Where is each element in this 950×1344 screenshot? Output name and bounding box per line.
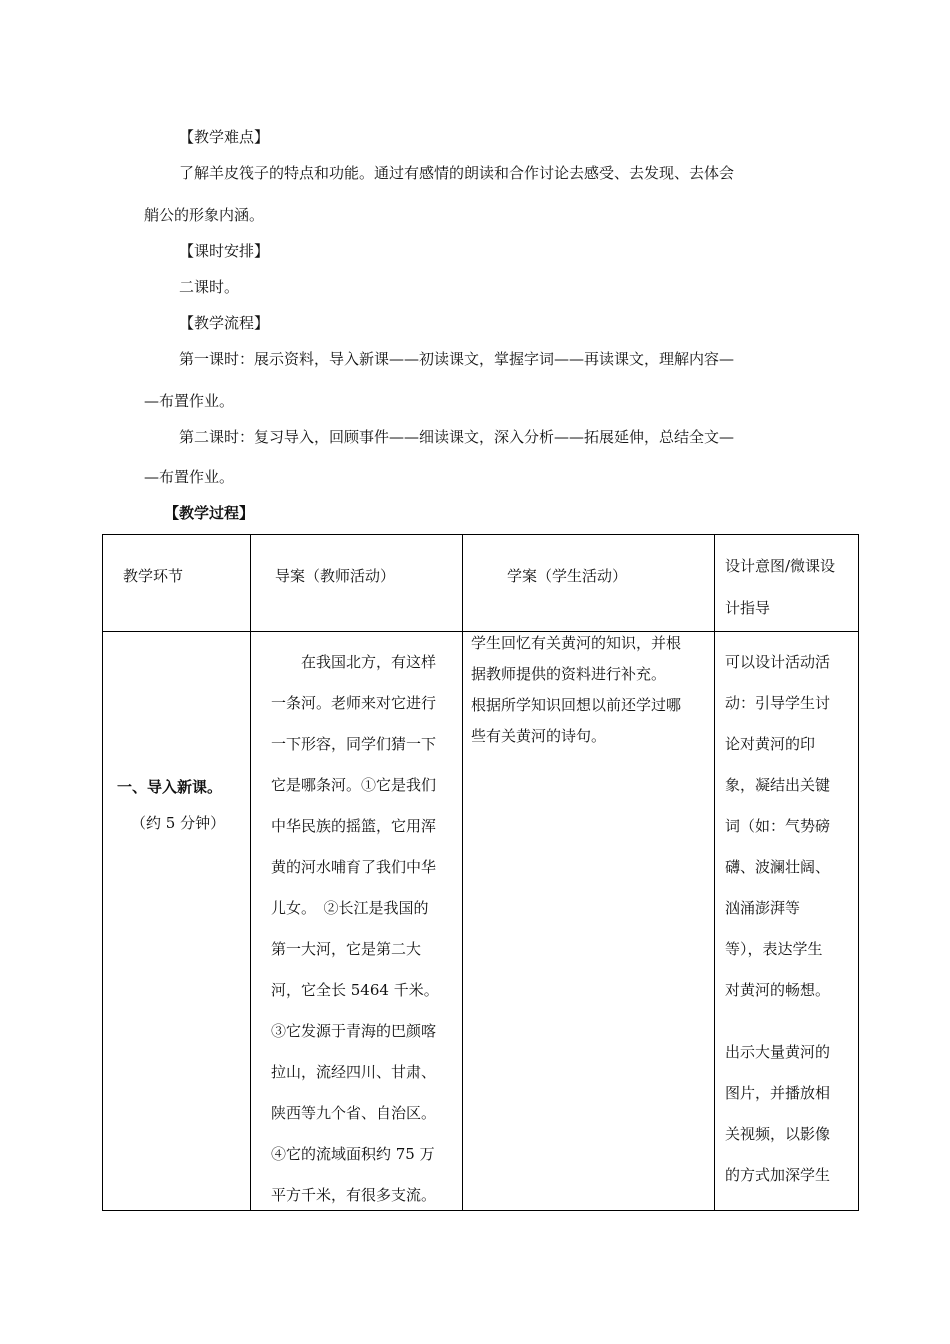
design-line: 图片，并播放相 <box>725 1084 831 1102</box>
schedule-heading: 【课时安排】 <box>179 242 270 260</box>
teacher-line: 第一大河，它是第二大 <box>271 940 422 958</box>
design-line: 论对黄河的印 <box>725 735 816 753</box>
header-student-cell <box>463 535 715 632</box>
design-line: 象，凝结出关键 <box>725 776 831 794</box>
teacher-line: 中华民族的摇篮，它用浑 <box>271 817 437 835</box>
stage-cell <box>103 632 251 1211</box>
teacher-line: 河，它全长 5464 千米。 <box>271 981 439 999</box>
flow-lesson2-line2: —布置作业。 <box>144 468 235 486</box>
table-row <box>103 632 859 1211</box>
design-intent-cell <box>715 632 859 1211</box>
header-student: 学案（学生活动） <box>507 567 628 585</box>
teacher-activity-text <box>271 642 454 1216</box>
header-design-line1: 设计意图/微课设 <box>725 557 836 575</box>
flow-lesson1-line1: 第一课时：展示资料，导入新课——初读课文，掌握字词——再读课文，理解内容— <box>179 350 735 368</box>
process-heading: 【教学过程】 <box>164 504 255 522</box>
design-intent-text-a <box>725 642 850 1011</box>
student-line: 据教师提供的资料进行补充。 <box>471 665 667 683</box>
design-line: 礴、波澜壮阔、 <box>725 858 831 876</box>
teacher-line: 它是哪条河。①它是我们 <box>271 776 437 794</box>
design-intent-text-b <box>725 1032 850 1196</box>
teacher-line: 黄的河水哺育了我们中华 <box>271 858 437 876</box>
teacher-line: 拉山，流经四川、甘肃、 <box>271 1063 437 1081</box>
difficulty-text-line1: 了解羊皮筏子的特点和功能。通过有感情的朗读和合作讨论去感受、去发现、去体会 <box>179 164 735 182</box>
header-teacher: 导案（教师活动） <box>275 567 396 585</box>
header-stage: 教学环节 <box>123 567 184 585</box>
teacher-line: ③它发源于青海的巴颜喀 <box>271 1022 437 1040</box>
difficulty-text-line2: 艄公的形象内涵。 <box>144 206 265 224</box>
student-activity-cell <box>463 632 715 1211</box>
student-line: 根据所学知识回想以前还学过哪 <box>471 696 682 714</box>
teacher-line: ④它的流域面积约 75 万 <box>271 1145 435 1163</box>
header-design-cell <box>715 535 859 632</box>
design-line: 的方式加深学生 <box>725 1166 831 1184</box>
schedule-text: 二课时。 <box>179 278 240 296</box>
design-line: 出示大量黄河的 <box>725 1043 831 1061</box>
teacher-line: 平方千米，有很多支流。 <box>271 1186 437 1204</box>
design-line: 词（如：气势磅 <box>725 817 831 835</box>
flow-lesson2-line1: 第二课时：复习导入，回顾事件——细读课文，深入分析——拓展延伸，总结全文— <box>179 428 735 446</box>
teacher-line: 陕西等九个省、自治区。 <box>271 1104 437 1122</box>
teacher-line: 在我国北方，有这样 <box>271 653 437 671</box>
student-line: 些有关黄河的诗句。 <box>471 727 607 745</box>
stage-title: 一、导入新课。 <box>117 778 223 796</box>
teacher-line: 儿女。 ②长江是我国的 <box>271 899 429 917</box>
design-line: 可以设计活动活 <box>725 653 831 671</box>
design-line: 对黄河的畅想。 <box>725 981 831 999</box>
teacher-activity-cell <box>251 632 463 1211</box>
design-line: 汹涌澎湃等 <box>725 899 801 917</box>
header-design-line2: 计指导 <box>725 599 771 617</box>
flow-lesson1-line2: —布置作业。 <box>144 392 235 410</box>
design-line: 等），表达学生 <box>725 940 823 958</box>
header-teacher-cell <box>251 535 463 632</box>
student-activity-text <box>471 628 708 752</box>
design-line: 动：引导学生讨 <box>725 694 831 712</box>
stage-time: （约 5 分钟） <box>131 814 226 832</box>
flow-heading: 【教学流程】 <box>179 314 270 332</box>
design-line: 关视频，以影像 <box>725 1125 831 1143</box>
table-header-row <box>103 535 859 632</box>
header-stage-cell <box>103 535 251 632</box>
teacher-line: 一条河。老师来对它进行 <box>271 694 437 712</box>
difficulty-heading: 【教学难点】 <box>179 128 270 146</box>
lesson-process-table <box>102 534 859 1211</box>
teacher-line: 一下形容，同学们猜一下 <box>271 735 437 753</box>
student-line: 学生回忆有关黄河的知识，并根 <box>471 634 682 652</box>
